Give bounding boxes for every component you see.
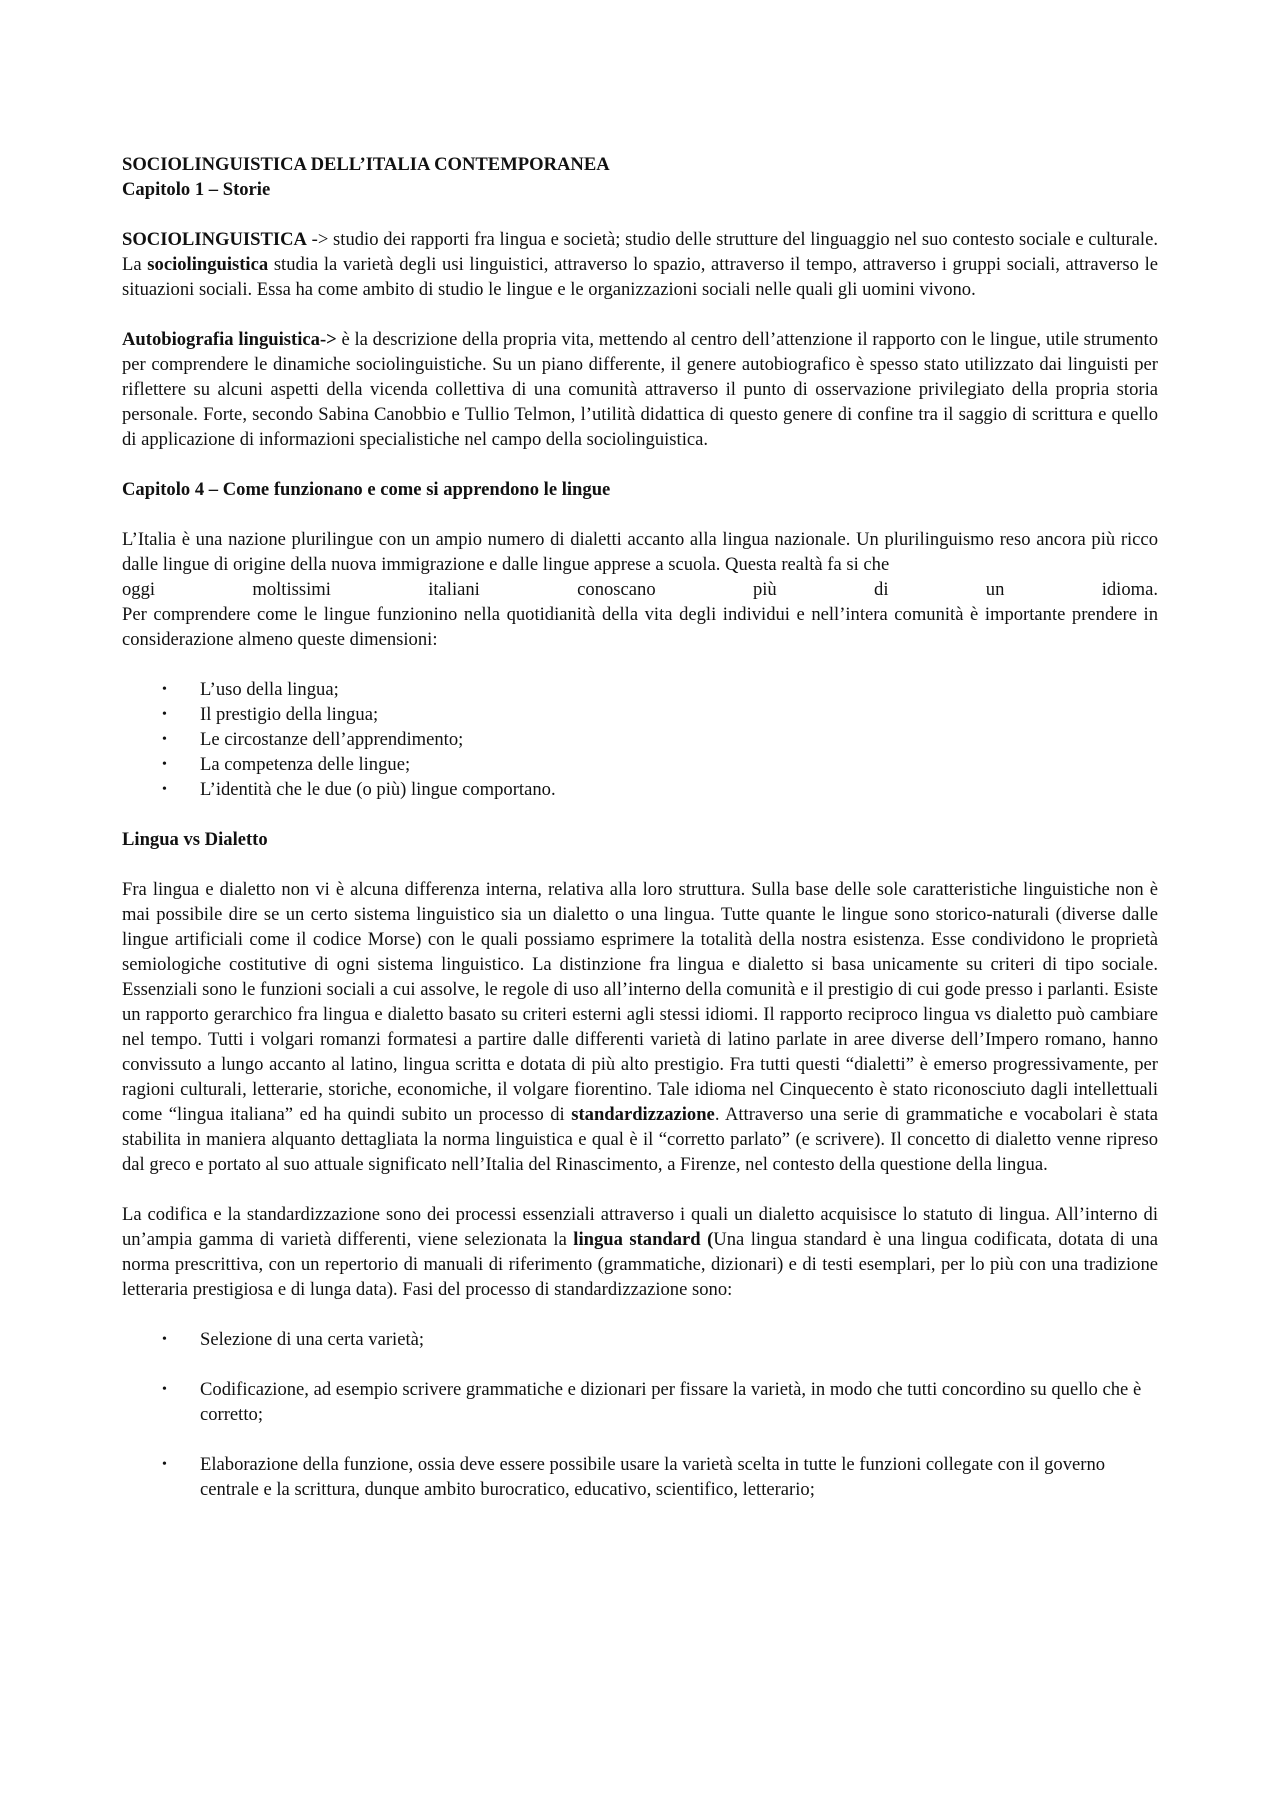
list-item-text: Selezione di una certa varietà; [200, 1329, 425, 1350]
bullet-icon: • [162, 682, 167, 697]
bullet-icon: • [162, 732, 167, 747]
bold-term: lingua standard ( [573, 1229, 714, 1250]
list-item [122, 1452, 1158, 1502]
list-item [122, 752, 1158, 777]
lingua-vs-dialetto-heading: Lingua vs Dialetto [122, 829, 268, 850]
paragraph-text: . Attraverso una serie di grammatiche e vocabolari è stata stabilita in maniera alquanto dettagliata la norma linguistica e qual è il “corretto parlato” (e scrivere). Il concetto di dialetto venne ripreso dal greco e portato al suo attuale significato nell’Italia del Rinascimento, a Firenze, nel contesto della questione della lingua. [122, 1104, 1158, 1175]
list-item [122, 727, 1158, 752]
bold-term: sociolinguistica [147, 254, 269, 275]
dimensions-list [122, 677, 1158, 802]
standardization-phases-list [122, 1327, 1158, 1502]
list-item-text: L’uso della lingua; [200, 679, 339, 700]
paragraph-text: Per comprendere come le lingue funzionino nella quotidianità della vita degli individui e nell’intera comunità è importante prendere in considerazione almeno queste dimensioni: [122, 604, 1158, 650]
bullet-icon: • [162, 707, 167, 722]
list-item-text: Le circostanze dell’apprendimento; [200, 729, 464, 750]
paragraph-text: studia la varietà degli usi linguistici, attraverso lo spazio, attraverso il tempo, attraverso i gruppi sociali, attraverso le situazioni sociali. Essa ha come ambito di studio le lingue e le organizzazioni sociali nelle quali gli uomini vivono. [122, 254, 1158, 300]
paragraph-lingua-dialetto [122, 877, 1158, 1177]
title-block [122, 152, 1158, 202]
chapter-4-heading: Capitolo 4 – Come funzionano e come si apprendono le lingue [122, 479, 611, 500]
paragraph-text: -> studio dei rapporti fra lingua e società; studio delle strutture del linguaggio nel suo contesto sociale e culturale. La [122, 229, 1158, 275]
list-item [122, 677, 1158, 702]
list-item-text: La competenza delle lingue; [200, 754, 411, 775]
paragraph-autobiografia [122, 327, 1158, 452]
paragraph-text: L’Italia è una nazione plurilingue con un ampio numero di dialetti accanto alla lingua nazionale. Un plurilinguismo reso ancora più ricco dalle lingue di origine della nuova immigrazione e dalle lingue apprese a scuola. Questa realtà fa si che [122, 529, 1158, 575]
document-title: SOCIOLINGUISTICA DELL’ITALIA CONTEMPORANEA [122, 154, 610, 175]
paragraph-text: Una lingua standard è una lingua codificata, dotata di una norma prescrittiva, con un repertorio di manuali di riferimento (grammatiche, dizionari) e di testi esemplari, per lo più con una tradizione letteraria prestigiosa e di lunga data). Fasi del processo di standardizzazione sono: [122, 1229, 1158, 1300]
paragraph-text: oggi moltissimi italiani conoscano più di un idioma. [122, 579, 1158, 600]
bullet-icon: • [162, 757, 167, 772]
paragraph-text: è la descrizione della propria vita, mettendo al centro dell’attenzione il rapporto con le lingue, utile strumento per comprendere le dinamiche sociolinguistiche. Su un piano differente, il genere autobiografico è spesso stato utilizzato dai linguisti per riflettere su alcuni aspetti della vicenda collettiva di una comunità attraverso il punto di osservazione privilegiato della propria storia personale. Forte, secondo Sabina Canobbio e Tullio Telmon, l’utilità didattica di questo genere di confine tra il saggio di scrittura e quello di applicazione di informazioni specialistiche nel campo della sociolinguistica. [122, 329, 1158, 450]
term-sociolinguistica: SOCIOLINGUISTICA [122, 229, 307, 250]
paragraph-sociolinguistica [122, 227, 1158, 302]
bullet-icon: • [162, 782, 167, 797]
paragraph-codifica [122, 1202, 1158, 1302]
list-item [122, 777, 1158, 802]
list-item [122, 1327, 1158, 1352]
list-item [122, 1377, 1158, 1427]
bullet-icon: • [162, 1457, 167, 1472]
list-item-text: Elaborazione della funzione, ossia deve essere possibile usare la varietà scelta in tutte le funzioni collegate con il governo centrale e la scrittura, dunque ambito burocratico, educativo, scientifico, letterario; [200, 1454, 1106, 1500]
list-item-text: Il prestigio della lingua; [200, 704, 379, 725]
chapter-1-heading: Capitolo 1 – Storie [122, 179, 271, 200]
list-item [122, 702, 1158, 727]
bold-term: standardizzazione [571, 1104, 715, 1125]
bullet-icon: • [162, 1332, 167, 1347]
bullet-icon: • [162, 1382, 167, 1397]
paragraph-italia-plurilingue [122, 527, 1158, 652]
paragraph-text: La codifica e la standardizzazione sono dei processi essenziali attraverso i quali un dialetto acquisisce lo statuto di lingua. All’interno di un’ampia gamma di varietà differenti, viene selezionata la [122, 1204, 1158, 1250]
term-autobiografia: Autobiografia linguistica-> [122, 329, 337, 350]
list-item-text: Codificazione, ad esempio scrivere grammatiche e dizionari per fissare la varietà, in modo che tutti concordino su quello che è corretto; [200, 1379, 1142, 1425]
paragraph-text: Fra lingua e dialetto non vi è alcuna differenza interna, relativa alla loro struttura. Sulla base delle sole caratteristiche linguistiche non è mai possibile dire se un certo sistema linguistico sia un dialetto o una lingua. Tutte quante le lingue sono storico-naturali (diverse dalle lingue artificiali come il codice Morse) con le quali possiamo esprimere la totalità della nostra esistenza. Esse condividono le proprietà semiologiche costitutive di ogni sistema linguistico. La distinzione fra lingua e dialetto si basa unicamente su criteri di tipo sociale. Essenziali sono le funzioni sociali a cui assolve, le regole di uso all’interno della comunità e il prestigio di cui gode presso i parlanti. Esiste un rapporto gerarchico fra lingua e dialetto basato su criteri esterni agli stessi idiomi. Il rapporto reciproco lingua vs dialetto può cambiare nel tempo. Tutti i volgari romanzi formatesi a partire dalle differenti varietà di latino parlate in aree diverse dell’Impero romano, hanno convissuto a lungo accanto al latino, lingua scritta e dotata di più alto prestigio. Fra tutti questi “dialetti” è emerso progressivamente, per ragioni culturali, letterarie, storiche, economiche, il volgare fiorentino. Tale idioma nel Cinquecento è stato riconosciuto dagli intellettuali come “lingua italiana” ed ha quindi subito un processo di [122, 879, 1158, 1125]
list-item-text: L’identità che le due (o più) lingue comportano. [200, 779, 556, 800]
